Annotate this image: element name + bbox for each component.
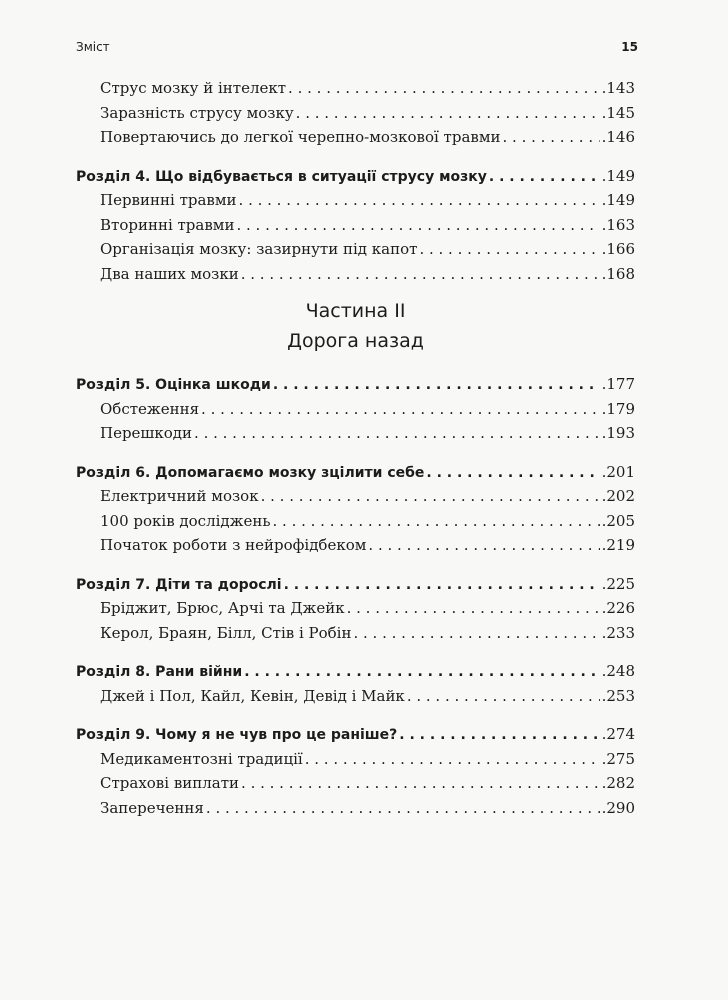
toc-chapter-title: Розділ 4. Що відбувається в ситуації струсу мозку [76,168,487,185]
toc-entry-title: Організація мозку: зазирнути під капот [100,240,418,258]
leader-dots [399,723,599,748]
leader-dots [284,573,600,598]
leader-dots [407,684,600,709]
toc-chapter[interactable] [76,164,635,189]
toc-entry-title: Заперечення [100,798,204,817]
toc-entry-title: Вторинні травми [100,215,235,234]
toc-entry-title: Первинні травми [100,191,237,209]
toc-entry[interactable] [76,125,635,150]
table-of-contents [76,76,635,820]
leader-dots [353,621,599,646]
toc-chapter[interactable] [76,460,635,485]
toc-chapter[interactable] [76,659,635,684]
toc-entry-page: .145 [601,103,635,122]
part-label: Частина II [305,300,406,322]
toc-entry-title: Страхові виплати [100,774,240,792]
toc-chapter[interactable] [76,372,635,397]
toc-entry-page: .149 [601,191,635,209]
part-title: Дорога назад [287,330,424,352]
toc-entry[interactable] [76,237,635,262]
leader-dots [241,771,600,796]
leader-dots [305,747,600,772]
leader-dots [239,188,600,213]
running-head: Зміст [76,40,110,54]
toc-entry-page: .219 [601,536,635,554]
leader-dots [273,373,600,398]
toc-entry-page: .226 [601,599,635,617]
leader-dots [194,421,600,446]
toc-chapter[interactable] [76,722,635,747]
leader-dots [503,125,600,150]
toc-entry[interactable] [76,397,635,422]
leader-dots [236,213,599,238]
toc-entry[interactable] [76,188,635,213]
toc-entry-page: .275 [601,749,635,768]
toc-entry[interactable] [76,796,635,821]
toc-entry-title: Джей і Пол, Кайл, Кевін, Девід і Майк [100,686,405,705]
toc-entry-page: .253 [601,686,635,705]
leader-dots [288,76,600,101]
toc-chapter-page: .201 [601,462,635,481]
toc-entry-title: Початок роботи з нейрофідбеком [100,536,367,554]
toc-entry-title: Обстеження [100,399,200,418]
toc-entry-title: Перешкоди [100,424,193,442]
part-heading [76,296,635,356]
toc-entry[interactable] [76,484,635,509]
toc-entry-page: .179 [601,399,635,418]
toc-entry[interactable] [76,509,635,534]
toc-entry-page: .146 [601,128,635,146]
toc-entry-title: 100 років досліджень [100,511,271,530]
toc-entry[interactable] [76,621,635,646]
toc-chapter-title: Розділ 8. Рани війни [76,664,243,680]
leader-dots [419,237,599,262]
toc-entry[interactable] [76,76,635,101]
toc-chapter-page: .177 [601,375,635,393]
toc-chapter-title: Розділ 6. Допомагаємо мозку зцілити себе [76,464,425,481]
leader-dots [261,484,600,509]
toc-entry[interactable] [76,213,635,238]
toc-chapter-page: .248 [601,662,635,680]
leader-dots [296,101,600,126]
toc-entry[interactable] [76,596,635,621]
toc-entry[interactable] [76,684,635,709]
toc-entry[interactable] [76,101,635,126]
leader-dots [426,461,599,486]
toc-entry-title: Електричний мозок [100,487,259,505]
toc-entry[interactable] [76,262,635,287]
toc-chapter-title: Розділ 7. Діти та дорослі [76,576,282,593]
toc-chapter-page: .149 [601,166,635,185]
toc-entry-title: Заразність струсу мозку [100,103,294,122]
leader-dots [206,796,600,821]
leader-dots [273,509,600,534]
toc-entry-page: .205 [601,511,635,530]
toc-chapter[interactable] [76,572,635,597]
page-number: 15 [621,40,638,54]
toc-chapter-page: .225 [601,574,635,593]
toc-entry-page: .168 [601,264,635,283]
leader-dots [347,596,600,621]
toc-chapter-title: Розділ 5. Оцінка шкоди [76,377,271,393]
toc-entry-page: .166 [601,240,635,258]
toc-entry-page: .163 [601,215,635,234]
toc-entry-title: Струс мозку й інтелект [100,79,287,97]
toc-entry-page: .202 [601,487,635,505]
toc-entry-page: .143 [601,79,635,97]
toc-entry-title: Медикаментозні традиції [100,749,303,768]
leader-dots [368,533,599,558]
toc-entry[interactable] [76,421,635,446]
toc-entry-title: Два наших мозки [100,264,239,283]
leader-dots [244,660,599,685]
toc-chapter-page: .274 [601,725,635,743]
toc-entry[interactable] [76,747,635,772]
toc-entry[interactable] [76,771,635,796]
toc-entry-page: .282 [601,774,635,792]
toc-entry-title: Керол, Браян, Білл, Стів і Робін [100,623,352,642]
toc-entry-page: .193 [601,424,635,442]
toc-entry-page: .233 [601,623,635,642]
toc-entry-title: Бріджит, Брюс, Арчі та Джейк [100,599,345,617]
leader-dots [241,262,600,287]
page-header [76,40,638,54]
toc-entry-title: Повертаючись до легкої черепно-мозкової травми [100,128,501,146]
toc-chapter-title: Розділ 9. Чому я не чув про це раніше? [76,727,398,743]
leader-dots [201,397,600,422]
toc-entry[interactable] [76,533,635,558]
toc-entry-page: .290 [601,798,635,817]
leader-dots [489,165,600,190]
